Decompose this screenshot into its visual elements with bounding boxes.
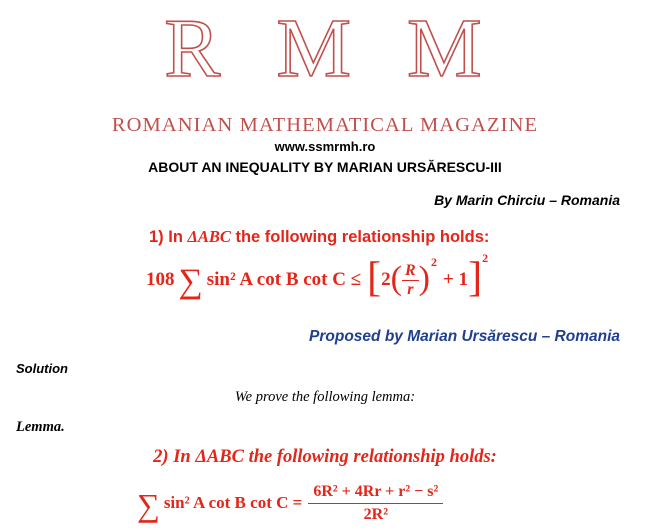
lemma-lhs: sin² A cot B cot C = — [163, 493, 303, 512]
summation-icon-2: ∑ — [137, 486, 160, 523]
bracket-open: [ — [367, 255, 382, 301]
problem1-two: 2 — [381, 269, 391, 290]
paren-close: ) — [418, 260, 430, 297]
problem1-intro-suffix: the following relationship holds: — [230, 228, 490, 246]
lemma-intro: We prove the following lemma: — [234, 389, 416, 405]
problem1-coefficient: 108 — [146, 269, 175, 290]
paren-open: ( — [390, 260, 402, 297]
logo-letter-m2: M — [407, 2, 486, 95]
author-line: By Marin Chirciu – Romania — [434, 192, 620, 208]
paper-title: ABOUT AN INEQUALITY BY MARIAN URSĂRESCU-III — [148, 159, 502, 175]
website-link[interactable]: www.ssmrmh.ro — [274, 139, 376, 154]
proposed-by: Proposed by Marian Ursărescu – Romania — [309, 328, 620, 345]
lemma-numerator: 6R² + 4Rr + r² − s² — [308, 483, 443, 504]
problem2-statement: 2) In ΔABC the following relationship holds: — [153, 447, 497, 467]
problem1-intro-prefix: 1) In — [149, 228, 188, 246]
bracket-close: ] — [468, 255, 483, 301]
problem1-triangle: ΔABC — [187, 227, 231, 246]
inner-exponent: 2 — [430, 254, 437, 269]
lemma-fraction — [308, 483, 443, 524]
fraction-numerator: R — [402, 262, 419, 281]
r-over-r-fraction — [402, 262, 419, 299]
lemma-label: Lemma. — [16, 419, 65, 435]
logo-letter-r: R — [164, 2, 225, 95]
lemma-denominator: 2R² — [363, 505, 388, 523]
plus-one: + 1 — [442, 269, 469, 290]
summation-icon: ∑ — [178, 263, 203, 300]
problem1-statement — [149, 227, 489, 247]
problem1-formula — [146, 250, 489, 305]
solution-label: Solution — [16, 361, 68, 376]
problem1-term: sin² A cot B cot C ≤ — [206, 269, 362, 290]
fraction-denominator: r — [407, 280, 414, 298]
logo-letter-m1: M — [276, 2, 356, 95]
outer-exponent: 2 — [482, 250, 489, 265]
lemma-formula — [137, 477, 443, 529]
magazine-logo — [0, 4, 650, 94]
magazine-name: ROMANIAN MATHEMATICAL MAGAZINE — [111, 114, 539, 136]
